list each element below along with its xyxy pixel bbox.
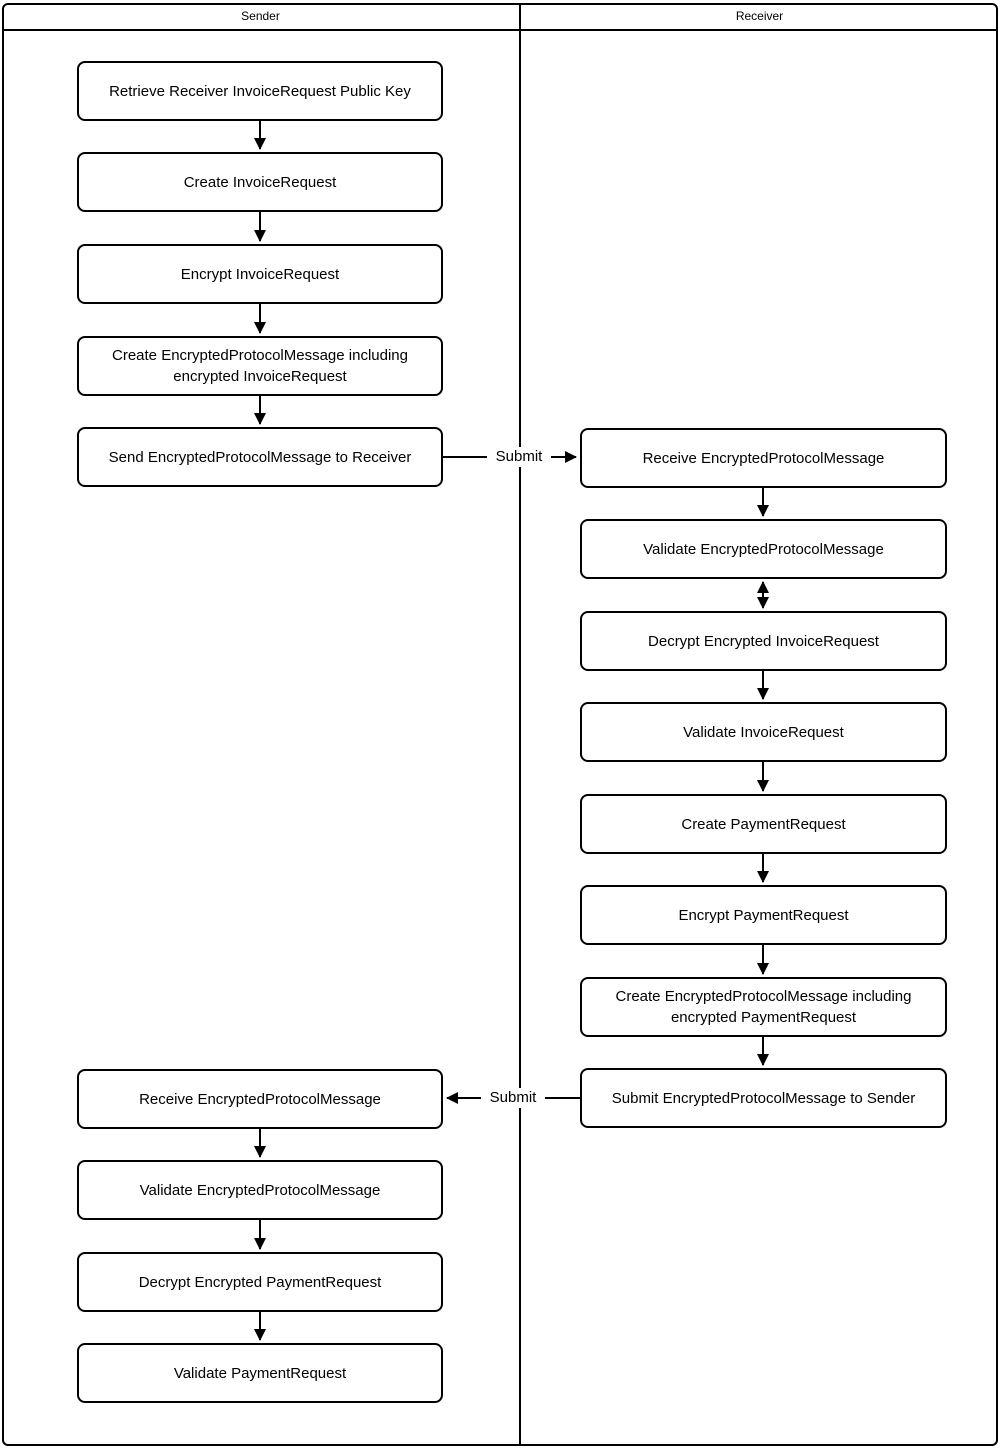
node-receiver-validate-encryptedprotocolmessage: Validate EncryptedProtocolMessage xyxy=(580,519,947,579)
lane-header-receiver: Receiver xyxy=(735,9,784,23)
node-receiver-submit-encryptedprotocolmessage-to-sender: Submit EncryptedProtocolMessage to Sender xyxy=(580,1068,947,1128)
node-sender-validate-encryptedprotocolmessage: Validate EncryptedProtocolMessage xyxy=(77,1160,443,1220)
submit-to-receiver-arrow-label: Submit xyxy=(487,447,551,467)
node-sender-create-invoicerequest: Create InvoiceRequest xyxy=(77,152,443,212)
node-receiver-decrypt-encrypted-invoicerequest: Decrypt Encrypted InvoiceRequest xyxy=(580,611,947,671)
node-sender-encrypt-invoicerequest: Encrypt InvoiceRequest xyxy=(77,244,443,304)
node-sender-send-encryptedprotocolmessage-to-receiver: Send EncryptedProtocolMessage to Receiver xyxy=(77,427,443,487)
node-receiver-encrypt-paymentrequest: Encrypt PaymentRequest xyxy=(580,885,947,945)
node-receiver-receive-encryptedprotocolmessage: Receive EncryptedProtocolMessage xyxy=(580,428,947,488)
node-receiver-validate-invoicerequest: Validate InvoiceRequest xyxy=(580,702,947,762)
lane-header-sender: Sender xyxy=(241,9,280,23)
node-sender-receive-encryptedprotocolmessage: Receive EncryptedProtocolMessage xyxy=(77,1069,443,1129)
node-sender-create-encryptedprotocolmessage-including-invoicerequest: Create EncryptedProtocolMessage including encrypted InvoiceRequest xyxy=(77,336,443,396)
node-sender-retrieve-receiver-invoicerequest-public-key: Retrieve Receiver InvoiceRequest Public Key xyxy=(77,61,443,121)
node-sender-validate-paymentrequest: Validate PaymentRequest xyxy=(77,1343,443,1403)
node-sender-decrypt-encrypted-paymentrequest: Decrypt Encrypted PaymentRequest xyxy=(77,1252,443,1312)
submit-to-sender-arrow-label: Submit xyxy=(481,1088,545,1108)
node-receiver-create-encryptedprotocolmessage-including-paymentrequest: Create EncryptedProtocolMessage including encrypted PaymentRequest xyxy=(580,977,947,1037)
node-receiver-create-paymentrequest: Create PaymentRequest xyxy=(580,794,947,854)
